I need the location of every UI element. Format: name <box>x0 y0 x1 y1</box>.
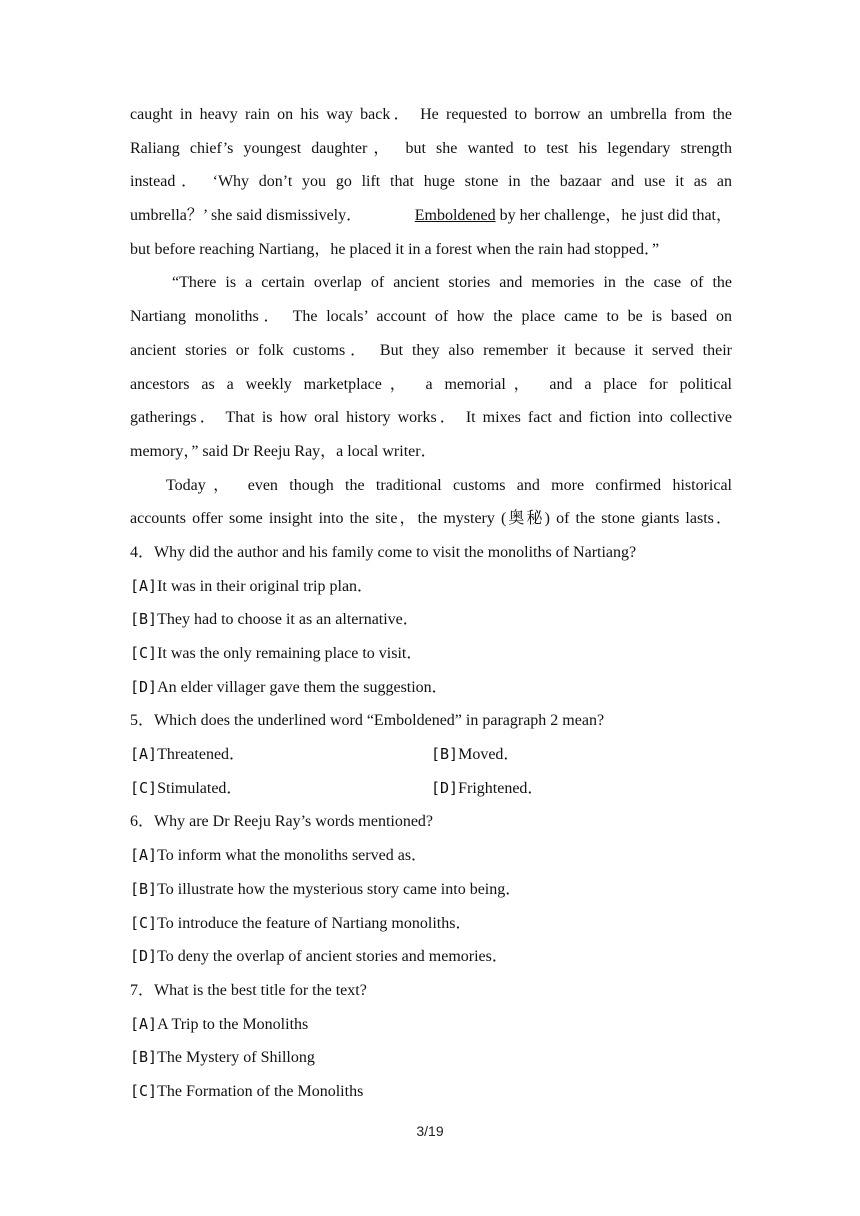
passage-text: by her challenge，he just did that， <box>499 207 732 225</box>
answer-option <box>130 738 431 772</box>
option-letter: [D] <box>130 947 158 966</box>
option-letter: [B] <box>130 610 158 629</box>
option-letter: [C] <box>130 778 158 797</box>
answer-option <box>431 738 732 772</box>
option-letter: [C] <box>130 644 158 662</box>
answer-option <box>130 907 732 941</box>
answer-option <box>130 1041 732 1075</box>
question-stem: 5．Which does the underlined word “Emboldened” in paragraph 2 mean? <box>130 712 605 730</box>
option-text: To introduce the feature of Nartiang monoliths． <box>157 914 472 932</box>
passage-text-with-underline <box>415 199 732 233</box>
question-stem: 4．Why did the author and his family come to visit the monoliths of Nartiang? <box>130 543 637 561</box>
passage-line: but before reaching Nartiang，he placed it in a forest when the rain had stopped．” <box>130 240 660 258</box>
passage-line: Today， even though the traditional customs and more confirmed historical <box>166 476 732 494</box>
option-text: Frightened． <box>458 779 544 797</box>
passage-line: ancient stories or folk customs． But they also remember it because it served their <box>130 341 732 359</box>
option-text: The Formation of the Monoliths <box>157 1082 364 1100</box>
option-text: A Trip to the Monoliths <box>157 1015 309 1033</box>
option-text: To illustrate how the mysterious story came into being． <box>157 880 522 898</box>
option-letter: [B] <box>130 879 158 898</box>
answer-option <box>431 772 732 806</box>
passage-line: caught in heavy rain on his way back． He requested to borrow an umbrella from the <box>130 106 733 123</box>
option-text: An elder villager gave them the suggestion． <box>157 678 448 696</box>
document-page <box>130 98 732 1109</box>
option-letter: [B] <box>130 1048 158 1067</box>
option-letter: [C] <box>130 913 158 932</box>
question-stem: 6．Why are Dr Reeju Ray’s words mentioned? <box>130 813 434 831</box>
option-text: The Mystery of Shillong <box>157 1049 315 1067</box>
option-letter: [A] <box>130 745 158 764</box>
answer-option <box>130 671 732 705</box>
option-letter: [A] <box>130 846 158 865</box>
option-letter: [D] <box>431 778 459 797</box>
passage-line <box>130 199 732 233</box>
option-text: They had to choose it as an alternative． <box>157 611 419 629</box>
option-letter: [D] <box>130 677 158 696</box>
answer-option <box>130 570 732 604</box>
option-text: To deny the overlap of ancient stories and memories． <box>157 948 508 966</box>
option-letter: [A] <box>130 1014 158 1033</box>
answer-option-row <box>130 738 732 772</box>
option-text: It was the only remaining place to visit． <box>157 645 423 662</box>
option-text: Moved． <box>458 746 520 764</box>
option-text: It was in their original trip plan． <box>157 577 374 595</box>
passage-line: accounts offer some insight into the site，the mystery (奥秘) of the stone giants lasts． <box>130 510 732 528</box>
passage-line: “There is a certain overlap of ancient stories and memories in the case of the <box>172 274 732 292</box>
passage-line: ancestors as a weekly marketplace， a memorial， and a place for political <box>130 375 732 393</box>
passage-line: Raliang chief’s youngest daughter， but she wanted to test his legendary strength <box>130 139 732 157</box>
answer-option <box>130 637 732 671</box>
passage-line: memory，” said Dr Reeju Ray，a local writer． <box>130 442 437 460</box>
option-text: Threatened． <box>157 746 246 764</box>
option-letter: [C] <box>130 1081 158 1100</box>
question-stem: 7．What is the best title for the text? <box>130 981 367 999</box>
answer-option <box>130 772 431 806</box>
passage-line: Nartiang monoliths． The locals’ account of how the place came to be is based on <box>130 308 732 326</box>
answer-option <box>130 603 732 637</box>
option-text: To inform what the monoliths served as． <box>157 847 428 865</box>
passage-text: umbrella？’ she said dismissively． <box>130 207 363 225</box>
option-text: Stimulated． <box>157 779 243 797</box>
answer-option <box>130 1075 732 1109</box>
answer-option <box>130 839 732 873</box>
answer-option <box>130 940 732 974</box>
answer-option <box>130 873 732 907</box>
option-letter: [A] <box>130 576 158 595</box>
page-number: 3/19 <box>416 1123 444 1139</box>
answer-option-row <box>130 772 732 806</box>
underlined-word: Emboldened <box>414 207 496 225</box>
answer-option <box>130 1008 732 1042</box>
passage-line: instead． ‘Why don’t you go lift that huge stone in the bazaar and use it as an <box>130 173 732 191</box>
passage-line: gatherings． That is how oral history works． It mixes fact and fiction into collective <box>130 409 733 427</box>
option-letter: [B] <box>431 745 459 764</box>
